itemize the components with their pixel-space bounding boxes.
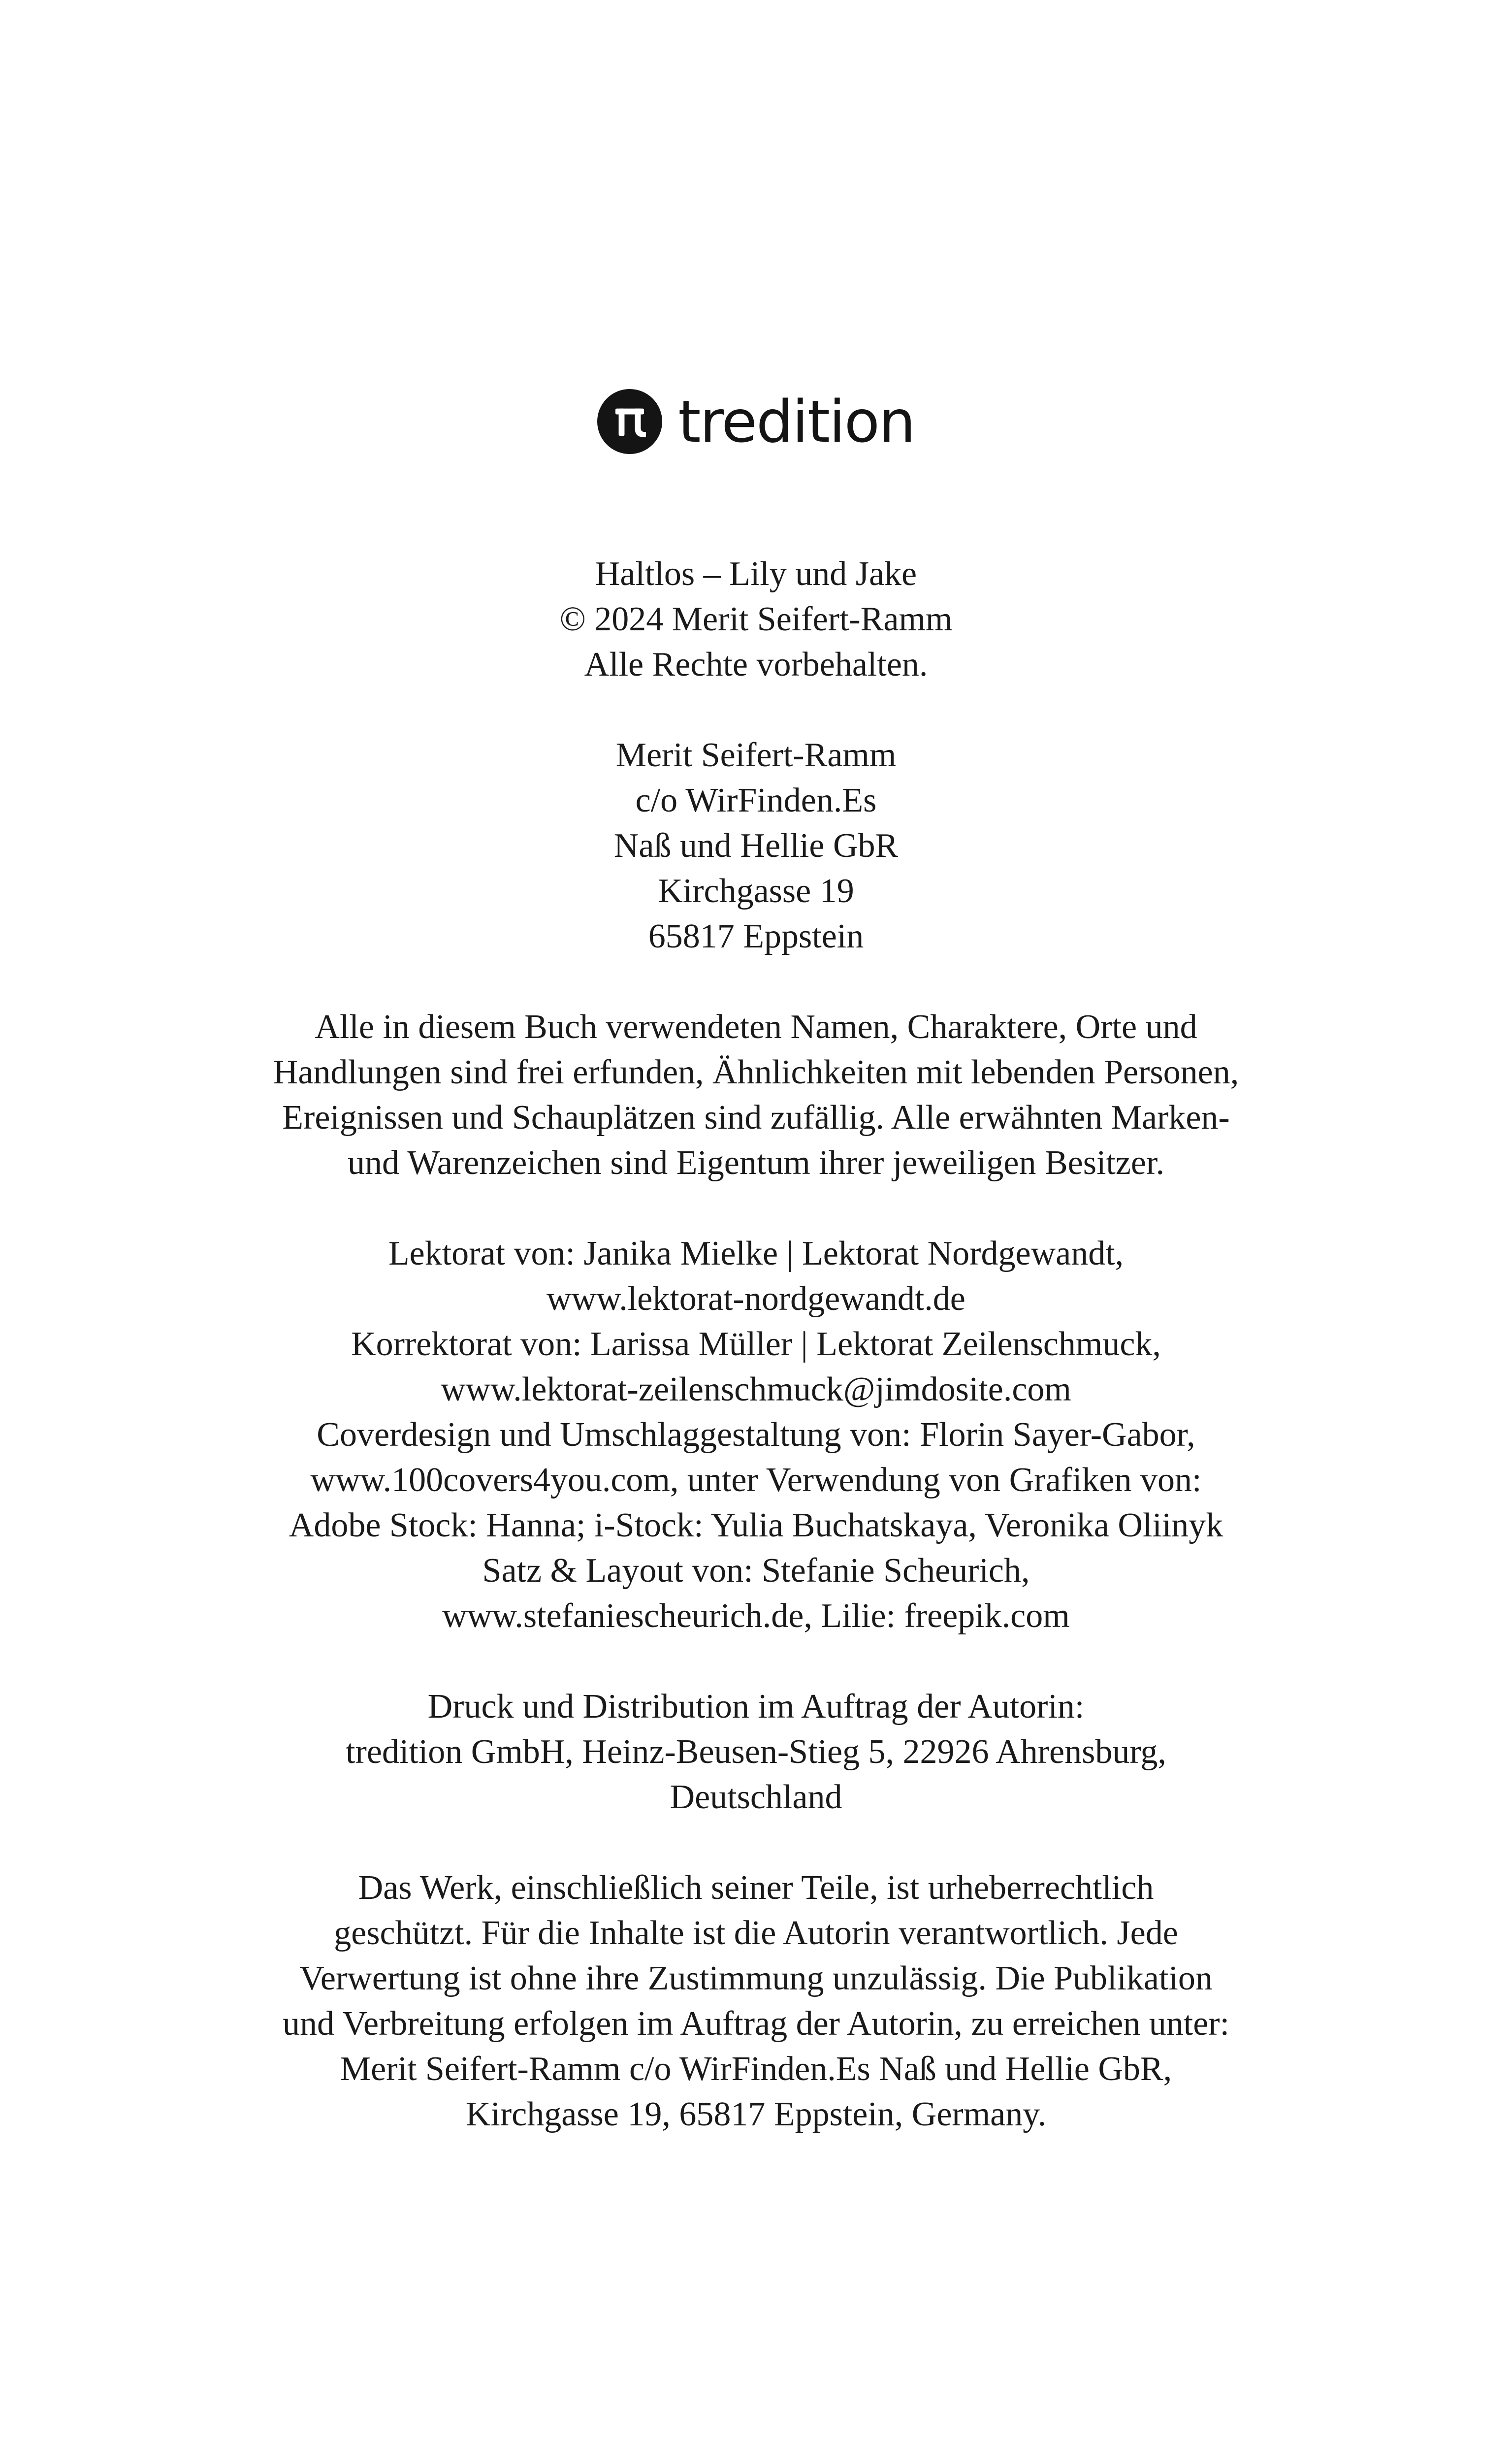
notice-line: Das Werk, einschließlich seiner Teile, ist urheberrechtlich [358,1869,1154,1907]
print-distribution-block [0,1684,1512,1820]
credits-line: Korrektorat von: Larissa Müller | Lektorat Zeilenschmuck, [351,1325,1161,1363]
disclaimer-line: und Warenzeichen sind Eigentum ihrer jeweiligen Besitzer. [348,1144,1164,1182]
credits-line: Lektorat von: Janika Mielke | Lektorat Nordgewandt, [388,1235,1124,1272]
copyright-line: © 2024 Merit Seifert-Ramm [559,600,953,638]
disclaimer-line: Alle in diesem Buch verwendeten Namen, Charaktere, Orte und [315,1008,1197,1046]
print-line: Deutschland [670,1778,842,1816]
credits-line: Coverdesign und Umschlaggestaltung von: Florin Sayer-Gabor, [317,1416,1195,1454]
notice-line: Kirchgasse 19, 65817 Eppstein, Germany. [465,2095,1047,2133]
credits-line: Adobe Stock: Hanna; i-Stock: Yulia Buchatskaya, Veronika Oliinyk [289,1506,1223,1544]
disclaimer-line: Handlungen sind frei erfunden, Ähnlichkeiten mit lebenden Personen, [273,1053,1239,1091]
author-address-block [0,733,1512,959]
imprint-text [0,552,1512,2182]
credits-block [0,1231,1512,1639]
notice-line: und Verbreitung erfolgen im Auftrag der Autorin, zu erreichen unter: [282,2005,1230,2043]
credits-line: www.100covers4you.com, unter Verwendung von Grafiken von: [310,1461,1202,1499]
address-line: Naß und Hellie GbR [613,827,899,865]
address-line: 65817 Eppstein [648,917,864,955]
disclaimer-line: Ereignissen und Schauplätzen sind zufällig. Alle erwähnten Marken- [282,1099,1230,1137]
book-title-line: Haltlos – Lily und Jake [595,555,917,593]
rights-line: Alle Rechte vorbehalten. [584,646,928,684]
copyright-notice-block [0,1865,1512,2137]
print-line: tredition GmbH, Heinz-Beusen-Stieg 5, 22926 Ahrensburg, [346,1733,1166,1771]
notice-line: Verwertung ist ohne ihre Zustimmung unzulässig. Die Publikation [299,1959,1213,1997]
address-line: Merit Seifert-Ramm [615,736,897,774]
credits-line: www.lektorat-zeilenschmuck@jimdosite.com [441,1370,1071,1408]
address-line: c/o WirFinden.Es [635,782,877,819]
credits-line: www.stefaniescheurich.de, Lilie: freepik.com [442,1597,1070,1635]
title-block [0,552,1512,687]
publisher-logo [0,389,1512,454]
tredition-logo-icon [597,389,662,454]
address-line: Kirchgasse 19 [658,872,854,910]
notice-line: geschützt. Für die Inhalte ist die Autorin verantwortlich. Jede [334,1914,1178,1952]
notice-line: Merit Seifert-Ramm c/o WirFinden.Es Naß und Hellie GbR, [340,2050,1172,2088]
credits-line: Satz & Layout von: Stefanie Scheurich, [482,1552,1030,1590]
credits-line: www.lektorat-nordgewandt.de [547,1280,965,1318]
logo-wordmark: tredition [678,388,915,456]
disclaimer-block [0,1005,1512,1186]
print-line: Druck und Distribution im Auftrag der Autorin: [427,1688,1085,1726]
